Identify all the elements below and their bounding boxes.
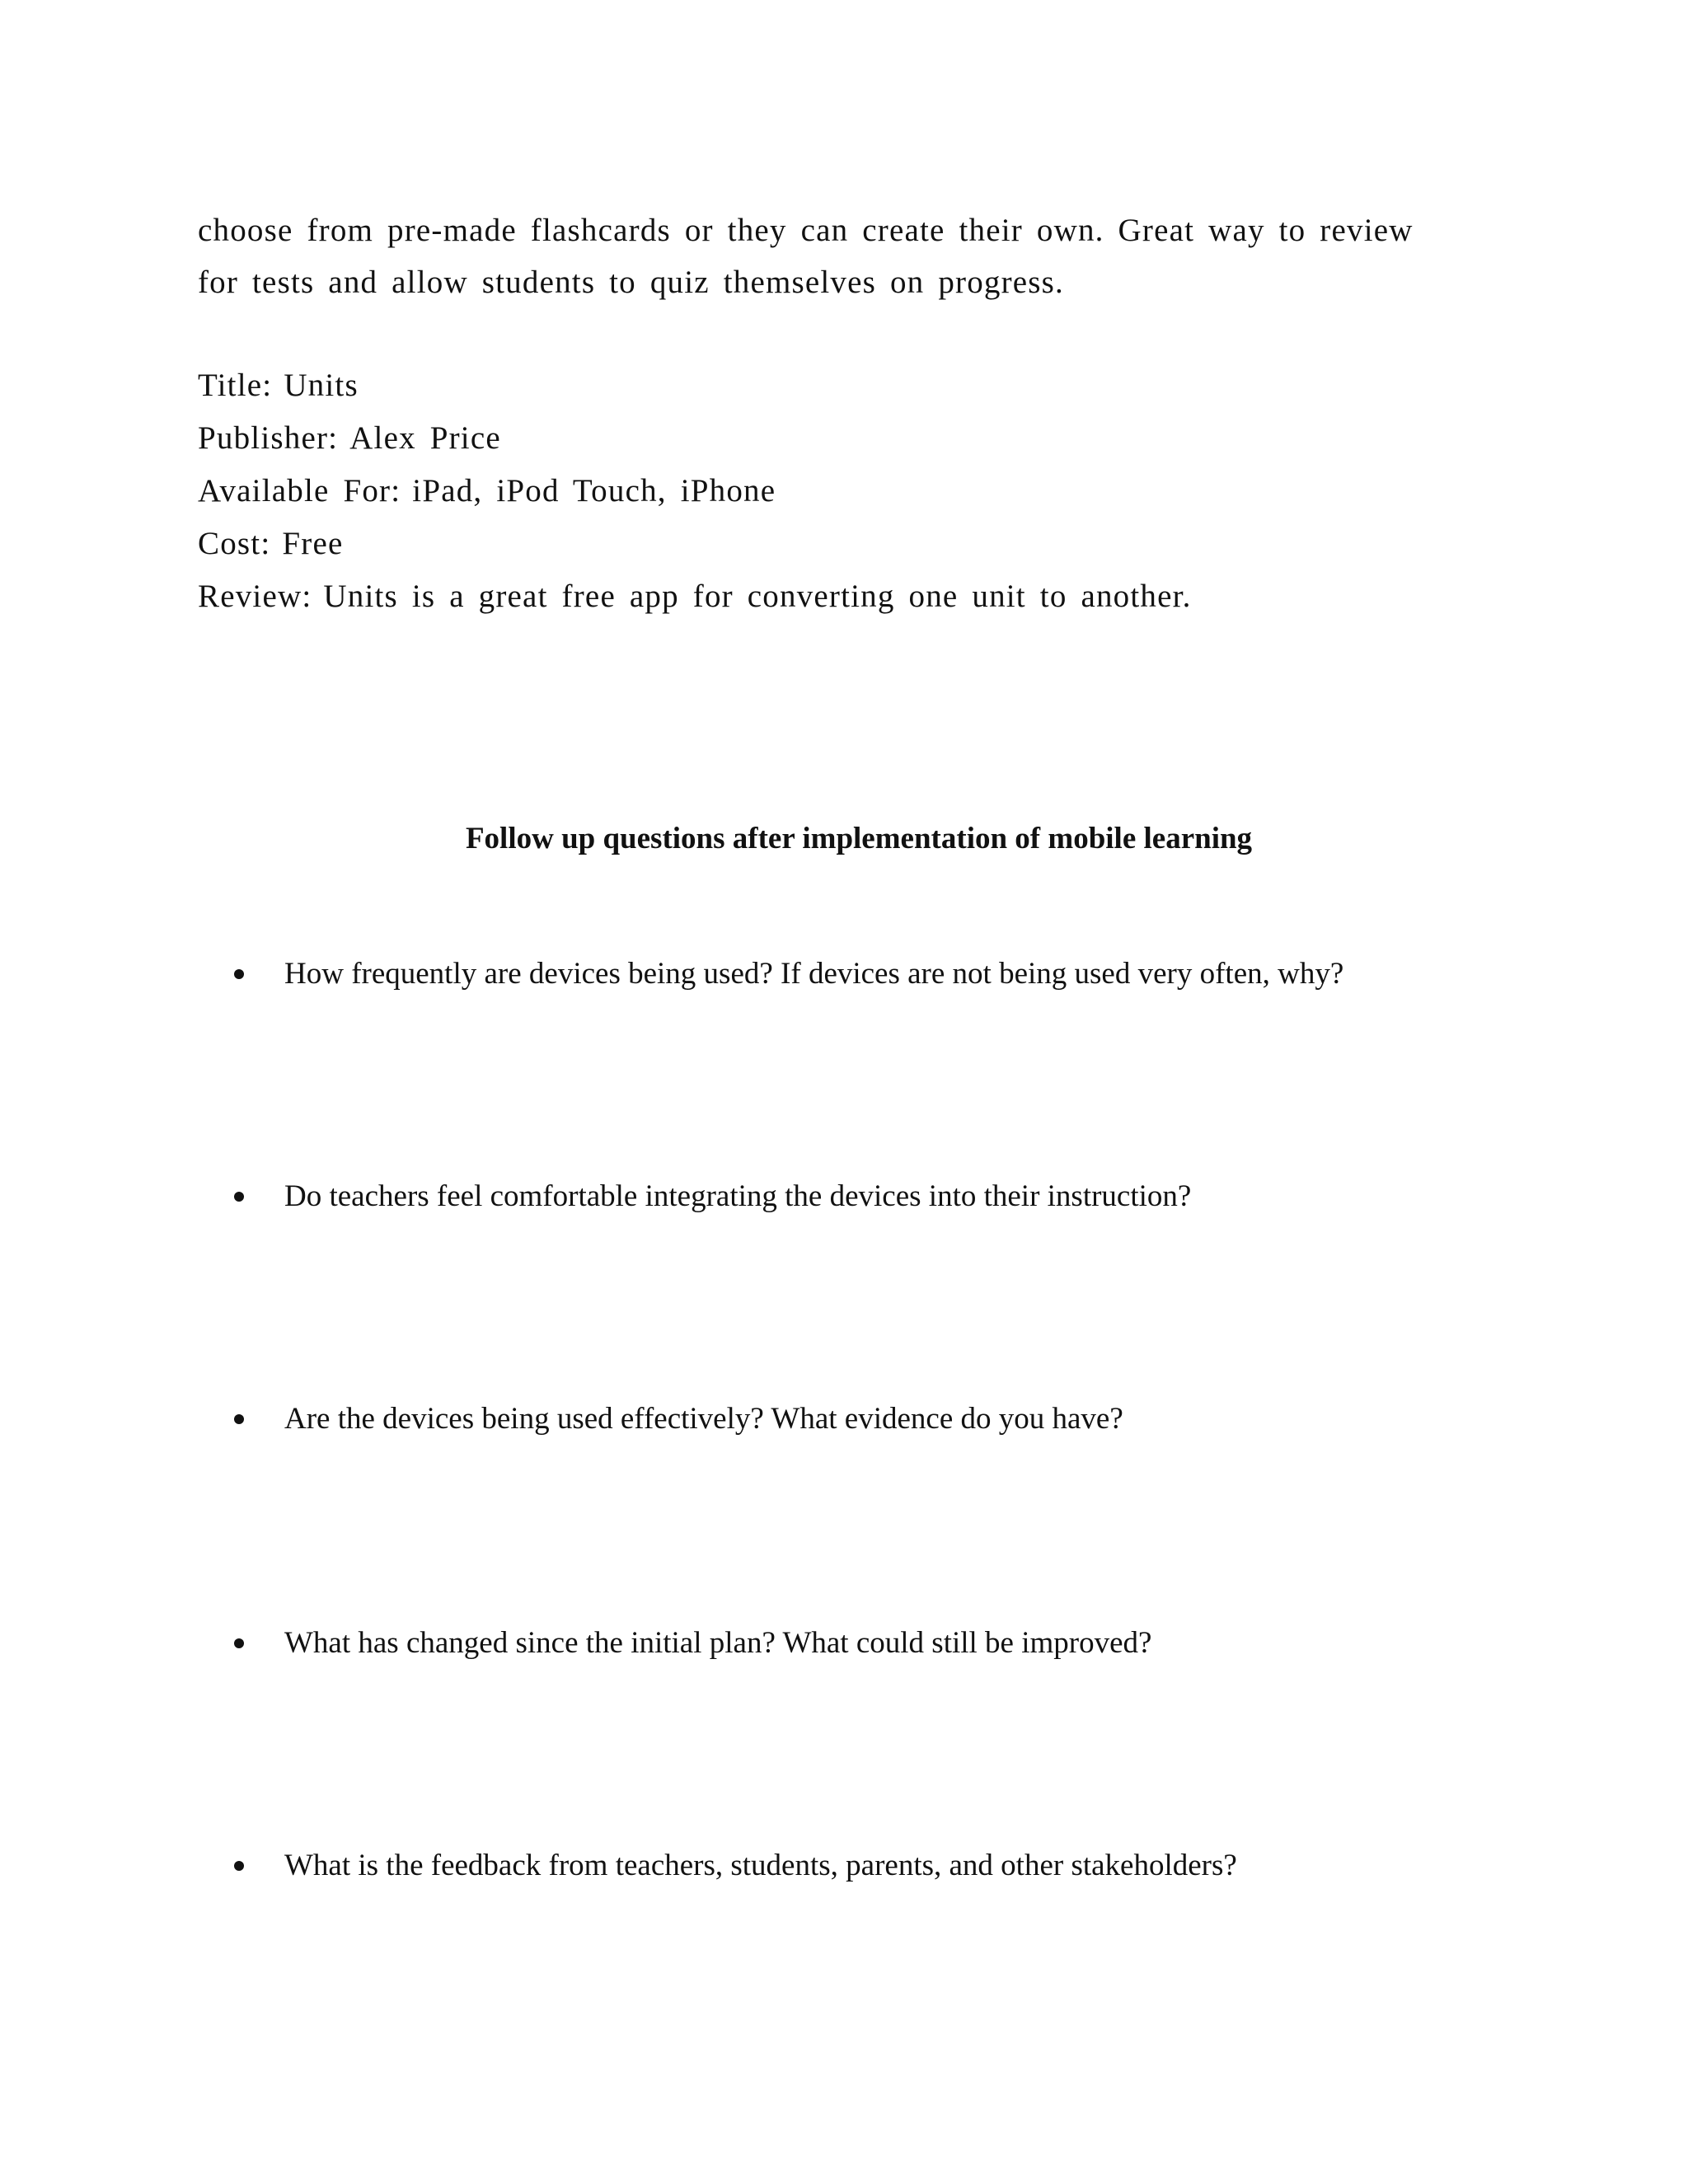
app-cost-value: Free (282, 526, 344, 561)
app-title-row (198, 359, 1484, 412)
intro-line-2: for tests and allow students to quiz themselves on progress. (198, 265, 1065, 300)
app-title-value: Units (284, 368, 359, 403)
bullet-icon (234, 1192, 244, 1202)
app-available-row (198, 465, 1484, 518)
question-text: What is the feedback from teachers, students, parents, and other stakeholders? (284, 1849, 1237, 1882)
app-review-value: Units is a great free app for converting one unit to another. (323, 579, 1192, 614)
question-text: What has changed since the initial plan? What could still be improved? (284, 1626, 1152, 1660)
app-publisher-row (198, 412, 1484, 465)
intro-line-1: choose from pre-made flashcards or they can create their own. Great way to review (198, 213, 1414, 248)
question-text: How frequently are devices being used? If devices are not being used very often, why? (284, 957, 1344, 991)
app-review-label: Review: (198, 579, 312, 614)
app-title-label: Title: (198, 368, 273, 403)
app-publisher-label: Publisher: (198, 420, 339, 456)
app-available-label: Available For: (198, 473, 401, 509)
app-publisher-value: Alex Price (349, 420, 501, 456)
followup-heading: Follow up questions after implementation of mobile learning (465, 822, 1253, 855)
bullet-icon (234, 1638, 244, 1648)
question-text: Are the devices being used effectively? What evidence do you have? (284, 1402, 1123, 1436)
intro-paragraph (198, 204, 1484, 308)
app-cost-row (198, 518, 1484, 570)
question-text: Do teachers feel comfortable integrating the devices into their instruction? (284, 1179, 1192, 1213)
app-cost-label: Cost: (198, 526, 271, 561)
app-review-row (198, 570, 1484, 623)
app-info-list (198, 359, 1484, 623)
app-available-value: iPad, iPod Touch, iPhone (412, 473, 776, 509)
bullet-icon (234, 1861, 244, 1871)
bullet-icon (234, 1414, 244, 1424)
bullet-icon (234, 969, 244, 979)
